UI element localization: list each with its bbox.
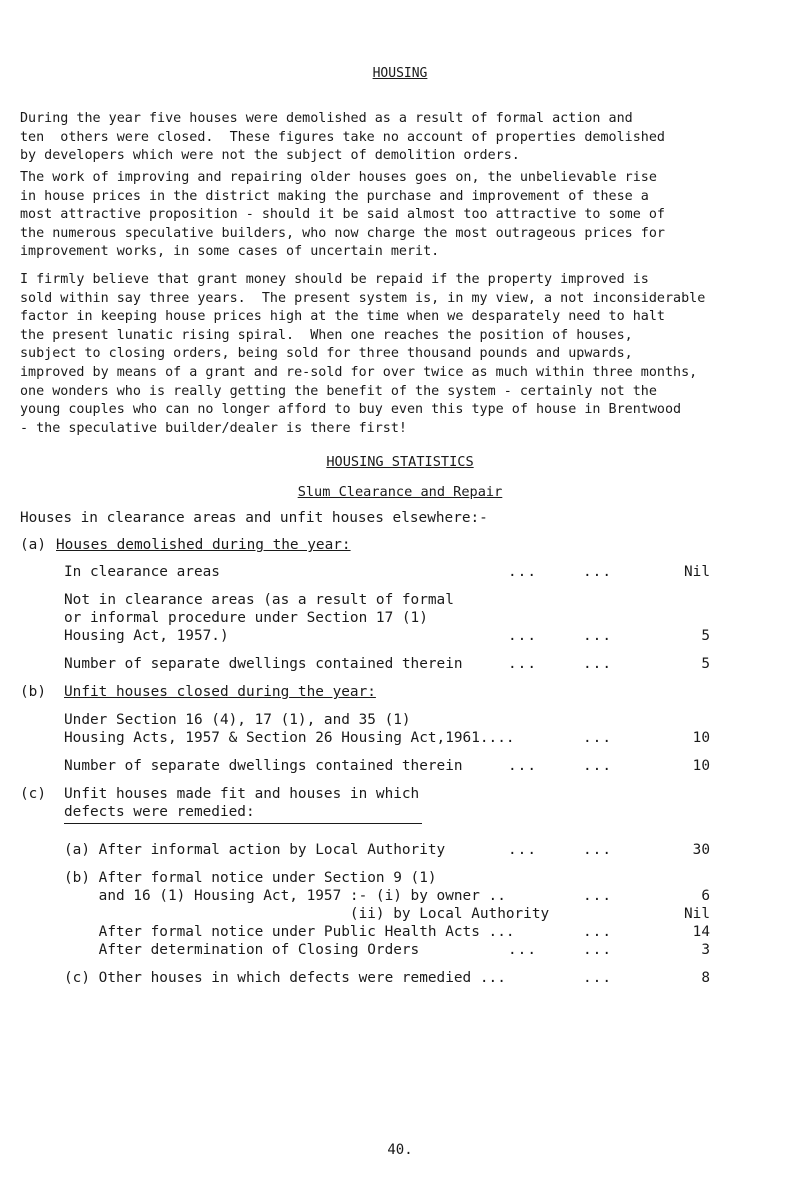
leader-dots: ... [583, 628, 612, 644]
text-line: I firmly believe that grant money should be repaid if the property improved is [20, 272, 649, 287]
text-line: sold within say three years. The present system is, in my view, a not inconsiderable [20, 290, 706, 306]
leader-dots: ... [583, 758, 612, 774]
row-separate-dwellings-a: Number of separate dwellings contained therein [64, 656, 463, 672]
value-by-local-authority: Nil [684, 906, 710, 922]
row-separate-dwellings-b: Number of separate dwellings contained therein [64, 758, 463, 774]
leader-dots: ... [583, 888, 612, 904]
value-separate-dwellings-a: 5 [701, 656, 710, 672]
section-b-heading: Unfit houses closed during the year: [64, 684, 376, 700]
leader-dots: ... [583, 924, 612, 940]
section-b-label: (b) [20, 684, 46, 700]
text-line: the present lunatic rising spiral. When one reaches the position of houses, [20, 327, 633, 343]
value-separate-dwellings-b: 10 [692, 758, 710, 774]
row-unfit-closed-line1: Under Section 16 (4), 17 (1), and 35 (1) [64, 712, 411, 728]
section-a-heading: Houses demolished during the year: [56, 537, 351, 553]
text-line: most attractive proposition - should it be said almost too attractive to some of [20, 207, 665, 223]
row-public-health-acts: After formal notice under Public Health Acts ... [64, 924, 515, 940]
paragraph-grant-money [20, 271, 796, 438]
text-line: improved by means of a grant and re-sold for over twice as much within three months, [20, 364, 698, 380]
section-c-heading-line1: Unfit houses made fit and houses in which [64, 786, 420, 802]
section-c-label: (c) [20, 786, 46, 802]
row-closing-orders: After determination of Closing Orders [64, 942, 420, 958]
value-informal-action: 30 [692, 842, 710, 858]
page-number: 40. [387, 1142, 413, 1158]
row-formal-notice-s9: (b) After formal notice under Section 9 (1) [64, 870, 437, 886]
leader-dots: ... [583, 970, 612, 986]
text-line: subject to closing orders, being sold for three thousand pounds and upwards, [20, 346, 633, 362]
text-line: improvement works, in some cases of uncertain merit. [20, 244, 440, 260]
paragraph-demolitions [20, 110, 796, 166]
leader-dots: ... [508, 656, 537, 672]
value-unfit-closed: 10 [692, 730, 710, 746]
leader-dots: ... [508, 942, 537, 958]
section-c-heading-line2: defects were remedied: [64, 804, 255, 820]
leader-dots: ... [508, 564, 537, 580]
leader-dots: ... [583, 942, 612, 958]
text-line: one wonders who is really getting the benefit of the system - certainly not the [20, 383, 657, 399]
leader-dots: ... [583, 656, 612, 672]
text-line: the numerous speculative builders, who now charge the most outrageous prices for [20, 225, 665, 241]
value-by-owner: 6 [701, 888, 710, 904]
leader-dots: ... [583, 564, 612, 580]
row-by-local-authority: (ii) by Local Authority [64, 906, 550, 922]
statistics-subtitle: Slum Clearance and Repair [297, 484, 503, 500]
section-c-underline [64, 823, 422, 824]
paragraph-improvements [20, 169, 796, 262]
leader-dots: ... [508, 628, 537, 644]
leader-dots: ... [508, 842, 537, 858]
statistics-intro: Houses in clearance areas and unfit houses elsewhere:- [20, 510, 488, 526]
row-unfit-closed-line2: Housing Acts, 1957 & Section 26 Housing Act,1961.... [64, 730, 515, 746]
page-title: HOUSING [372, 66, 428, 81]
value-in-clearance-areas: Nil [684, 564, 710, 580]
row-informal-action: (a) After informal action by Local Authority [64, 842, 446, 858]
text-line: The work of improving and repairing older houses goes on, the unbelievable rise [20, 170, 657, 185]
statistics-title: HOUSING STATISTICS [326, 454, 474, 470]
row-not-in-clearance-line1: Not in clearance areas (as a result of formal [64, 592, 454, 608]
leader-dots: ... [583, 730, 612, 746]
text-line: ten others were closed. These figures take no account of properties demolished [20, 129, 665, 145]
row-not-in-clearance-line3: Housing Act, 1957.) [64, 628, 229, 644]
text-line: by developers which were not the subject of demolition orders. [20, 148, 520, 164]
text-line: During the year five houses were demolished as a result of formal action and [20, 111, 633, 126]
row-by-owner: and 16 (1) Housing Act, 1957 :- (i) by owner .. [64, 888, 506, 904]
text-line: factor in keeping house prices high at the time when we desparately need to halt [20, 309, 665, 325]
value-not-in-clearance: 5 [701, 628, 710, 644]
leader-dots: ... [508, 758, 537, 774]
row-not-in-clearance-line2: or informal procedure under Section 17 (1) [64, 610, 428, 626]
value-closing-orders: 3 [701, 942, 710, 958]
value-other-houses: 8 [701, 970, 710, 986]
text-line: in house prices in the district making the purchase and improvement of these a [20, 188, 649, 204]
leader-dots: ... [583, 842, 612, 858]
text-line: young couples who can no longer afford to buy even this type of house in Brentwood [20, 402, 682, 418]
row-other-houses: (c) Other houses in which defects were remedied ... [64, 970, 506, 986]
row-in-clearance-areas: In clearance areas [64, 564, 220, 580]
value-public-health-acts: 14 [692, 924, 710, 940]
section-a-label: (a) [20, 537, 46, 553]
text-line: - the speculative builder/dealer is there first! [20, 420, 407, 436]
